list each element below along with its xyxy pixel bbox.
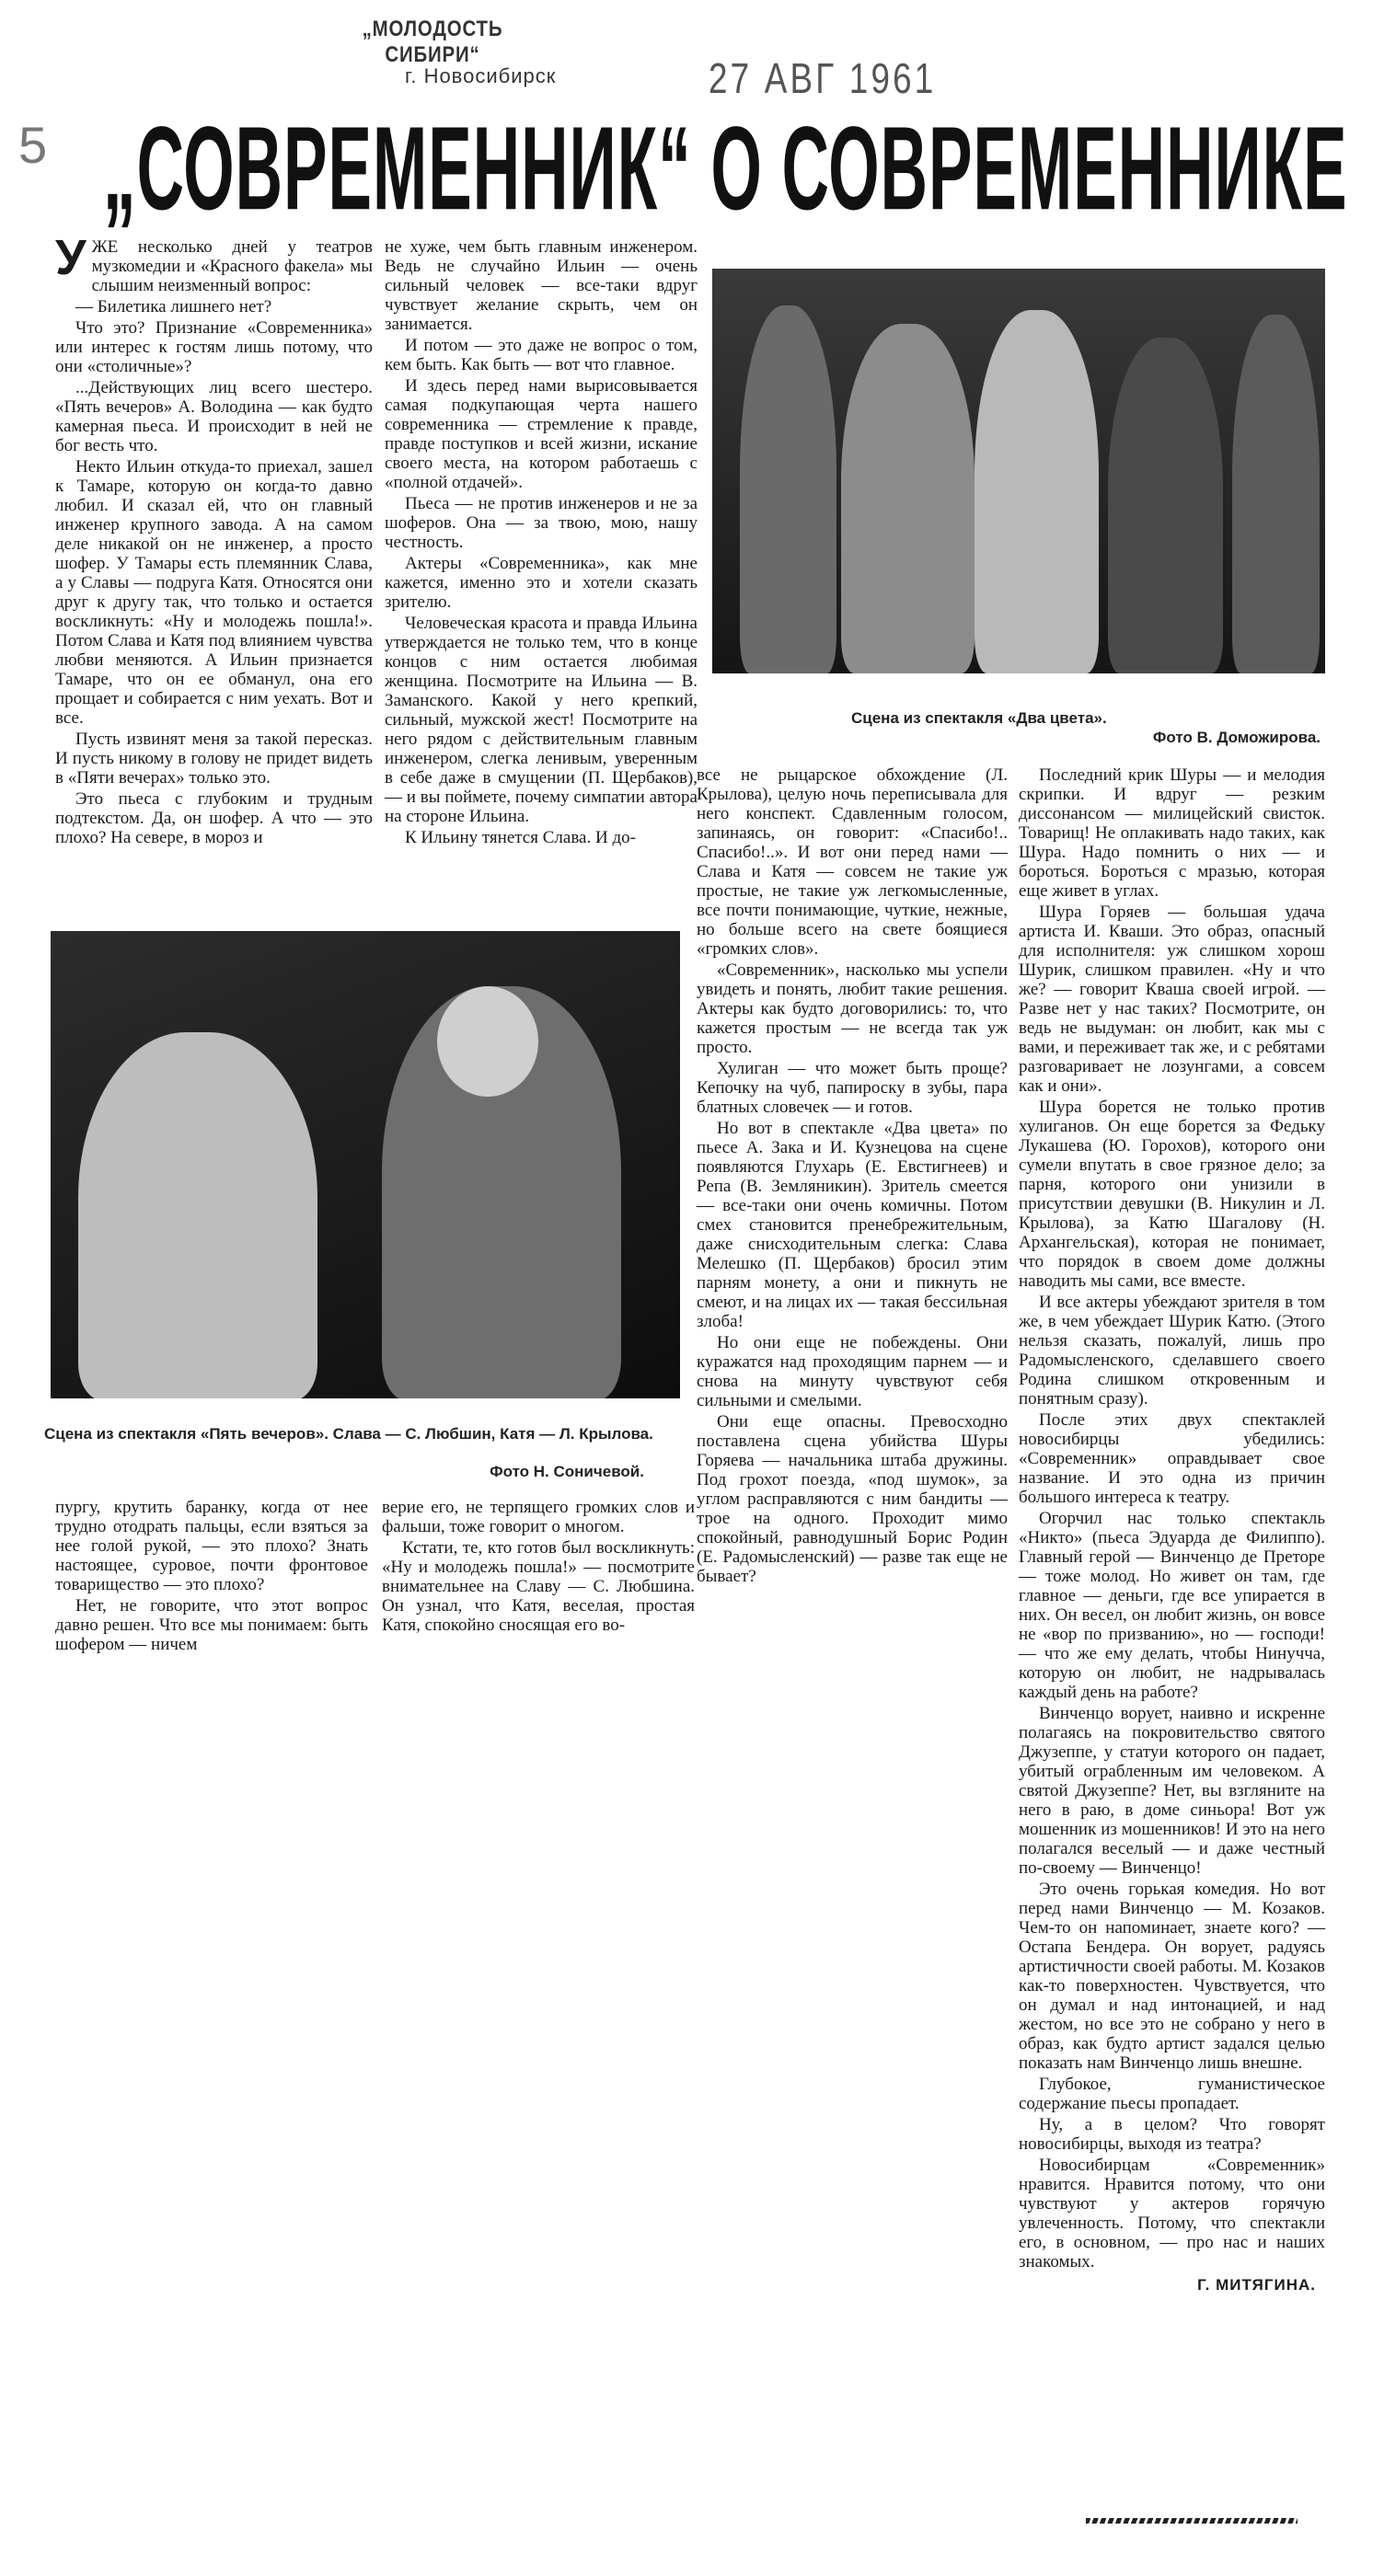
article-paragraph: Что это? Признание «Современника» или интерес к гостям лишь потому, что они «столичные»? (55, 318, 373, 376)
article-paragraph: Актеры «Современника», как мне кажется, именно это и хотели сказать зрителю. (385, 554, 698, 612)
article-paragraph: Последний крик Шуры — и мелодия скрипки. И вдруг — резким диссонансом — милицейский свисток. Товарищ! Не оплакивать надо таких, как Шура. Надо помнить о них — и бороться. Бороться с мразью, которая еще живет в углах. (1019, 765, 1325, 901)
left-photo-credit: Фото Н. Соничевой. (490, 1463, 644, 1480)
article-paragraph: Но они еще не побеждены. Они куражатся над проходящим парнем — и снова на минуту чувствуют себя сильными и смелыми. (697, 1333, 1008, 1410)
closing-rule (1086, 2518, 1298, 2524)
article-paragraph: К Ильину тянется Слава. И до- (405, 828, 636, 847)
article-paragraph: не хуже, чем быть главным инженером. Ведь не случайно Ильин — очень сильный человек — все-таки вдруг чувствует желание скрыть, чем он занимается. (385, 237, 698, 334)
photo-dva-tsveta-scene (712, 269, 1325, 673)
column-2-bottom (382, 1498, 695, 1635)
newspaper-name-stamp: „МОЛОДОСТЬ СИБИРИ“ (362, 17, 503, 67)
article-paragraph: ...Действующих лиц всего шестеро. «Пять вечеров» А. Володина — как будто камерная пьеса. И происходит в ней не бог весть что. (55, 378, 373, 455)
article-paragraph: Шура борется не только против хулиганов. Он еще борется за Федьку Лукашева (Ю. Горохов), которого они сумели впутать в свое грязное дело; за парня, которого они унизили в присутствии девушки (В. Никулин и Л. Крылова), за Катю Шагалову (Н. Архангельская), которая не понимает, что порядок в своем доме должны наводить мы сами, все вместе. (1019, 1098, 1325, 1291)
article-paragraph: Кстати, те, кто готов был воскликнуть: «Ну и молодежь пошла!» — посмотрите внимательнее на Славу — С. Любшина. Он узнал, что Катя, веселая, простая Катя, спокойно сносящая его во- (382, 1538, 695, 1635)
article-paragraph: ЖЕ несколько дней у театров музкомедии и «Красного факела» мы слышим неизменный вопрос: (91, 237, 373, 295)
article-paragraph: И потом — это даже не вопрос о том, кем быть. Как быть — вот что главное. (385, 336, 698, 374)
margin-handwritten-mark: 5 (18, 116, 48, 174)
article-paragraph: И все актеры убеждают зрителя в том же, в чем убеждает Шурик Катю. (Этого нельзя сказать, пожалуй, лишь про Радомысленского, сделавшего своего Родина слишком откровенным и понятным сразу). (1019, 1293, 1325, 1409)
article-paragraph: — Билетика лишнего нет? (75, 297, 272, 316)
article-paragraph: Новосибирцам «Современник» нравится. Нравится потому, что они чувствуют у актеров горячую увлеченность. Потому, что спектакли его, в основном, — про нас и наших знакомых. (1019, 2156, 1325, 2271)
article-paragraph: Глубокое, гуманистическое содержание пьесы пропадает. (1019, 2075, 1325, 2113)
article-paragraph: Нет, не говорите, что этот вопрос давно решен. Что все мы понимаем: быть шофером — ничем (55, 1596, 368, 1654)
column-4 (1019, 765, 1325, 2294)
article-paragraph: пургу, крутить баранку, когда от нее трудно отодрать пальцы, если взяться за нее голой рукой, — это плохо? Знать настоящее, суровое, почти фронтовое товарищество — это плохо? (55, 1498, 368, 1594)
article-paragraph: все не рыцарское обхождение (Л. Крылова), целую ночь переписывала для него конспект. Сдавленным голосом, запинаясь, он говорит: «Спасибо!.. Спасибо!..». И вот они перед нами — Слава и Катя — совсем не такие уж простые, не такие уж легкомысленные, все почти понимающие, чуткие, нежные, но больше всего на свете боящиеся «громких слов». (697, 765, 1008, 959)
article-paragraph: Ну, а в целом? Что говорят новосибирцы, выходя из театра? (1019, 2115, 1325, 2154)
article-paragraph: Винченцо ворует, наивно и искренне полагаясь на покровительство святого Джузеппе, у статуи которого он падает, убитый ограбленным им человеком. А святой Джузеппе? Нет, вы взгляните на него в раю, в доме синьора! Вот уж мошенник из мошенников! И это на него полагался веселый — и даже честный по-своему — Винченцо! (1019, 1704, 1325, 1878)
photo-pyat-vecherov-scene (51, 931, 680, 1398)
article-paragraph: Это пьеса с глубоким и трудным подтекстом. Да, он шофер. А что — это плохо? На севере, в мороз и (55, 789, 373, 847)
date-stamp: 27 АВГ 1961 (709, 54, 937, 102)
article-paragraph: Это очень горькая комедия. Но вот перед нами Винченцо — М. Козаков. Чем-то он напоминает, знаете кого? — Остапа Бендера. Он ворует, радуясь артистичности своей работы. М. Козаков как-то поверхностен. Чувствуется, что он думал и над интонацией, и над жестом, но все это не собрано у него в образ, как будто артист задался целью показать нам Винченцо лишь внешне. (1019, 1880, 1325, 2073)
left-photo-caption: Сцена из спектакля «Пять вечеров». Слава — С. Любшин, Катя — Л. Крылова. (44, 1425, 653, 1443)
article-paragraph: верие его, не терпящего громких слов и фальши, тоже говорит о многом. (382, 1498, 695, 1536)
column-1-top (55, 230, 373, 847)
article-paragraph: Они еще опасны. Превосходно поставлена сцена убийства Шуры Горяева — начальника штаба дружины. Под грохот поезда, «под шумок», за углом расправляются с ним бандиты — трое на одного. Проходит мимо спокойный, равнодушный Борис Родин (Е. Радомысленский) — разве так еще не бывает? (697, 1412, 1008, 1586)
article-paragraph: Шура Горяев — большая удача артиста И. Кваши. Это образ, опасный для исполнителя: уж слишком хорош Шурик, слишком правилен. «Ну и что же? — говорит Кваша своей игрой. — Разве нет у нас таких? Посмотрите, он ведь не выдуман: он любит, как мы с вами, и переживает так же, и с ребятами разговаривает не лозунгами, а совсем как и они». (1019, 903, 1325, 1096)
article-paragraph: Хулиган — что может быть проще? Кепочку на чуб, папироску в зубы, пара блатных словечек — и готов. (697, 1059, 1008, 1117)
column-3 (697, 765, 1008, 1586)
top-photo-caption: Сцена из спектакля «Два цвета». (851, 709, 1107, 727)
author-signature: Г. МИТЯГИНА. (1197, 2276, 1316, 2294)
article-paragraph: Огорчил нас только спектакль «Никто» (пьеса Эдуарда де Филиппо). Главный герой — Винченцо де Преторе — тоже молод. Но живет он там, где главное — деньги, где все упирается в них. Он весел, он любит жизнь, он вовсе не «вор по призванию», но — господи! — что же ему делать, чтобы Нинучча, которую он любит, не надрывалась каждый день на работе? (1019, 1509, 1325, 1702)
column-1-bottom (55, 1498, 368, 1654)
article-paragraph: Некто Ильин откуда-то приехал, зашел к Тамаре, которую он когда-то давно любил. И сказал ей, что он главный инженер крупного завода. А на самом деле никакой он не инженер, а просто шофер. У Тамары есть племянник Слава, а у Славы — подруга Катя. Относятся они друг к другу так, что только и остается воскликнуть: «Ну и молодежь пошла!». Потом Слава и Катя под влиянием чувства любви меняются. А Ильин признается Тамаре, что он ее обманул, она его прощает и собирается с ним уехать. Вот и все. (55, 457, 373, 728)
article-paragraph: И здесь перед нами вырисовывается самая подкупающая черта нашего современника — стремление к правде, правде поступков и всей жизни, искание своего места, на котором работаешь с «полной отдачей». (385, 376, 698, 492)
article-paragraph: Пусть извинят меня за такой пересказ. И пусть никому в голову не придет видеть в «Пяти вечерах» только это. (55, 730, 373, 788)
article-paragraph: Человеческая красота и правда Ильина утверждается не только тем, что в конце концов с ним остается любимая женщина. Посмотрите на Ильина — В. Заманского. Какой у него крепкий, сильный, мужской жест! Посмотрите на него рядом с действительным главным инженером, слегка ленивым, уверенным в себе даже в смущении (П. Щербаков), — и вы поймете, почему симпатии автора на стороне Ильина. (385, 614, 698, 826)
article-paragraph: Но вот в спектакле «Два цвета» по пьесе А. Зака и И. Кузнецова на сцене появляются Глухарь (Е. Евстигнеев) и Репа (В. Земляникин). Зритель смеется — все-таки они очень комичны. Потом смех становится пренебрежительным, даже снисходительным слегка: Слава Мелешко (П. Щербаков) бросил этим парням монету, а они и пикнуть не смеют, и на лицах их — такая бессильная злоба! (697, 1119, 1008, 1331)
article-paragraph: «Современник», насколько мы успели увидеть и понять, любит такие решения. Актеры как будто договорились: то, что кажется простым — не всегда так уж просто. (697, 960, 1008, 1057)
article-paragraph: Пьеса — не против инженеров и не за шоферов. Она — за твою, мою, нашу честность. (385, 494, 698, 552)
article-paragraph: После этих двух спектаклей новосибирцы убедились: «Современник» оправдывает свое название. И это одна из причин большого интереса к театру. (1019, 1410, 1325, 1507)
column-2-top (385, 237, 698, 847)
drop-cap: У (55, 230, 86, 285)
city-stamp: г. Новосибирск (405, 64, 557, 87)
top-photo-credit: Фото В. Доможирова. (1152, 729, 1321, 746)
article-headline: „СОВРЕМЕННИК“ О СОВРЕМЕННИКЕ (103, 101, 1348, 235)
